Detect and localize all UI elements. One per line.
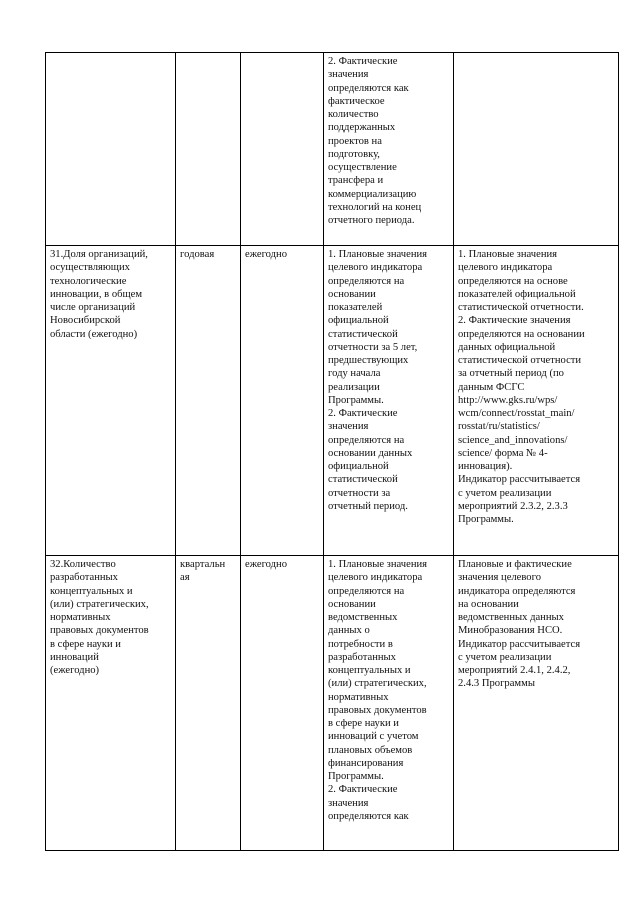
table-row [46,556,619,851]
periodicity-cell [241,53,324,246]
table-row [46,53,619,246]
periodicity-cell: ежегодно [241,556,324,851]
source-cell: 1. Плановые значения целевого индикатора определяются на основе показателей официальной статистической отчетности. 2. Фактические значения определяются на основании данных официальной статистической отчетности за отчетный период (по данным ФСГС http://www.gks.ru/wps/ wcm/connect/rosstat_main/ rosstat/ru/statistics/ science_and_innovations/ science/ форма № 4- инновация). Индикатор рассчитывается с учетом реализации мероприятий 2.3.2, 2.3.3 Программы. [454,246,619,556]
source-cell [454,53,619,246]
unit-cell: квартальн ая [176,556,241,851]
periodicity-cell: ежегодно [241,246,324,556]
table-row [46,246,619,556]
method-cell: 2. Фактические значения определяются как фактическое количество поддержанных проектов на подготовку, осуществление трансфера и коммерциализацию технологий на конец отчетного периода. [324,53,454,246]
indicator-cell: 31.Доля организаций, осуществляющих технологические инновации, в общем числе организаций Новосибирской области (ежегодно) [46,246,176,556]
source-cell: Плановые и фактические значения целевого индикатора определяются на основании ведомственных данных Минобразования НСО. Индикатор рассчитывается с учетом реализации мероприятий 2.4.1, 2.4.2, 2.4.3 Программы [454,556,619,851]
unit-cell: годовая [176,246,241,556]
method-cell: 1. Плановые значения целевого индикатора определяются на основании показателей официальной статистической отчетности за 5 лет, предшествующих году начала реализации Программы. 2. Фактические значения определяются на основании данных официальной статистической отчетности за отчетный период. [324,246,454,556]
method-cell: 1. Плановые значения целевого индикатора определяются на основании ведомственных данных о потребности в разработанных концептуальных и (или) стратегических, нормативных правовых документов в сфере науки и инноваций с учетом плановых объемов финансирования Программы. 2. Фактические значения определяются как [324,556,454,851]
indicators-table [45,52,619,851]
unit-cell [176,53,241,246]
indicator-cell: 32.Количество разработанных концептуальных и (или) стратегических, нормативных правовых документов в сфере науки и инноваций (ежегодно) [46,556,176,851]
indicator-cell [46,53,176,246]
